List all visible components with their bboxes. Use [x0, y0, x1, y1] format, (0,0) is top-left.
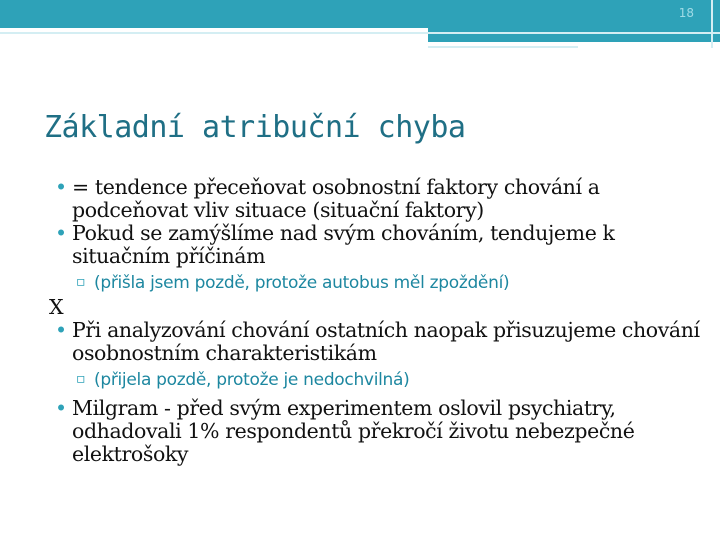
bullet-text: Při analyzování chování ostatních naopak přisuzujeme chování osobnostním charakteristikám	[72, 318, 700, 365]
bullet-item	[52, 319, 712, 365]
bullet-icon: •	[55, 175, 67, 199]
bullet-item	[52, 397, 712, 466]
header-line	[0, 32, 720, 34]
bullet-text: = tendence přeceňovat osobnostní faktory chování a podceňovat vliv situace (situační faktory)	[72, 175, 600, 222]
slide-number: 18	[678, 6, 694, 20]
bullet-icon: •	[55, 318, 67, 342]
bullet-icon: •	[55, 396, 67, 420]
sub-bullet-text: (přišla jsem pozdě, protože autobus měl zpoždění)	[94, 273, 510, 293]
slide-title: Základní atribuční chyba	[44, 110, 466, 145]
bullet-item	[52, 176, 712, 222]
sub-bullet-icon: ▫	[76, 371, 86, 387]
sub-bullet-item	[52, 272, 712, 294]
bullet-icon: •	[55, 221, 67, 245]
header-tab	[428, 0, 720, 42]
bullet-item	[52, 222, 712, 268]
sub-bullet-text: (přijela pozdě, protože je nedochvilná)	[94, 370, 410, 390]
header-line-short	[428, 46, 578, 48]
plain-line: X	[49, 295, 64, 319]
slide-content	[49, 175, 712, 466]
header-vertical-line	[711, 0, 713, 48]
sub-bullet-icon: ▫	[76, 274, 86, 290]
bullet-text: Pokud se zamýšlíme nad svým chováním, tendujeme k situačním příčinám	[72, 221, 615, 268]
sub-bullet-item	[52, 369, 712, 391]
bullet-text: Milgram - před svým experimentem oslovil psychiatry, odhadovali 1% respondentů překročí životu nebezpečné elektrošoky	[72, 396, 635, 466]
